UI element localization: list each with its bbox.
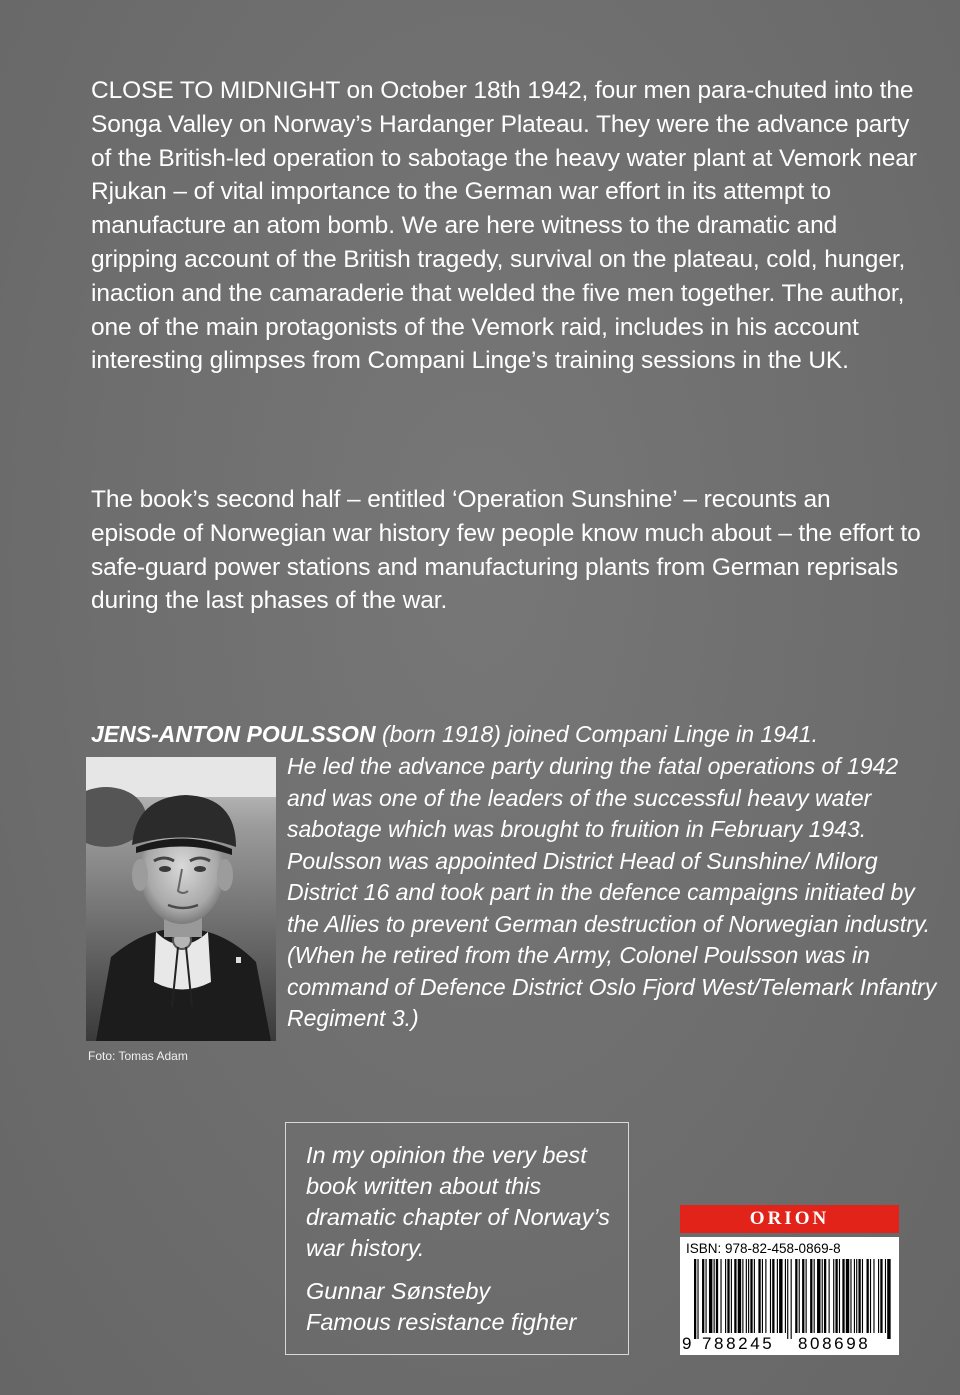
barcode-bar <box>822 1259 823 1333</box>
barcode-bar <box>779 1259 782 1333</box>
barcode-bar <box>824 1259 826 1333</box>
barcode-bar <box>770 1259 771 1333</box>
barcode-bar <box>772 1259 774 1333</box>
isbn-barcode <box>680 1237 899 1355</box>
quote-text: In my opinion the very best book written about this dramatic chapter of Norway’s war history. <box>306 1142 610 1261</box>
barcode-bar <box>750 1259 752 1333</box>
barcode-bar <box>694 1259 696 1339</box>
barcode-bar <box>795 1259 797 1333</box>
quote-attribution-title: Famous resistance fighter <box>306 1309 577 1335</box>
barcode-bar <box>854 1259 855 1333</box>
barcode-bar <box>746 1259 747 1333</box>
barcode-bar <box>785 1259 786 1333</box>
barcode-bar <box>702 1259 704 1333</box>
author-intro-text: (born 1918) joined Compani Linge in 1941. <box>375 721 818 747</box>
author-portrait-image <box>86 757 276 1041</box>
barcode-bar <box>846 1259 849 1333</box>
barcode-bar <box>706 1259 707 1333</box>
barcode-bar <box>878 1259 879 1333</box>
barcode-bar <box>709 1259 712 1333</box>
barcode-bar <box>814 1259 815 1333</box>
barcode-bar <box>762 1259 763 1333</box>
barcode-bar <box>856 1259 857 1333</box>
barcode-bar <box>806 1259 807 1333</box>
barcode-bar <box>835 1259 837 1333</box>
blurb-paragraph-2: The book’s second half – entitled ‘Operation Sunshine’ – recounts an episode of Norwegian war history few people know much about – the effort to safe-guard power stations and manufacturing plants from German reprisals during the last phases of the war. <box>91 486 921 615</box>
barcode-bar <box>885 1259 886 1333</box>
blurb-paragraph-1: CLOSE TO MIDNIGHT on October 18th 1942, four men para-chuted into the Songa Valley on Norway’s Hardanger Plateau. They were the advance party of the British-led operation to sabotage the heavy water plant at Vemork near Rjukan – of vital importance to the German war effort in its attempt to manufacture an atom bomb. We are here witness to the dramatic and gripping account of the British tragedy, survival on the plateau, cold, hunger, inaction and the camaraderie that welded the five men together. The author, one of the main protagonists of the Vemork raid, includes in his account interesting glimpses from Compani Linge’s training sessions in the UK. <box>91 77 917 375</box>
barcode-bar <box>791 1259 792 1339</box>
barcode-bar <box>716 1259 718 1333</box>
author-photo <box>86 757 276 1041</box>
barcode-bar <box>870 1259 871 1333</box>
barcode-bar <box>858 1259 860 1333</box>
quote-attribution-name: Gunnar Sønsteby <box>306 1278 491 1304</box>
barcode-bar <box>817 1259 820 1333</box>
author-bio <box>287 751 937 1035</box>
barcode-bar <box>720 1259 721 1333</box>
author-bio-paragraph-1: He led the advance party during the fatal operations of 1942 and was one of the leaders of the successful heavy water sabotage which was brought to fruition in February 1943. <box>287 753 899 842</box>
barcode-bar <box>799 1259 800 1333</box>
author-intro <box>91 719 931 751</box>
author-bio-paragraph-2: Poulsson was appointed District Head of Sunshine/ Milorg District 16 and took part in the defence campaigns initiated by the Allies to prevent German destruction of Norwegian industry. (When he retired from the Army, Colonel Poulsson was in command of Defence District Oslo Fjord West/Telemark Infantry Regiment 3.) <box>287 847 937 1031</box>
barcode-bar <box>887 1259 890 1339</box>
barcode-bar <box>862 1259 863 1333</box>
barcode-bar <box>810 1259 812 1333</box>
barcode-bar <box>829 1259 830 1333</box>
barcode-bar <box>850 1259 851 1333</box>
photo-caption: Foto: Tomas Adam <box>88 1049 188 1063</box>
barcode-bar <box>873 1259 874 1333</box>
barcode-bar <box>765 1259 766 1333</box>
barcode-bar <box>738 1259 741 1333</box>
barcode-bar <box>727 1259 729 1333</box>
barcode-digit-first: 9 <box>682 1334 692 1353</box>
barcode-bar <box>880 1259 882 1333</box>
barcode-bar <box>787 1259 788 1339</box>
barcode-bar <box>754 1259 755 1333</box>
barcode-bar <box>777 1259 778 1333</box>
barcode-bar <box>802 1259 804 1333</box>
barcode-digits-right: 808698 <box>798 1334 871 1353</box>
publisher-logo: ORION <box>680 1205 899 1233</box>
author-name: JENS-ANTON POULSSON <box>91 721 376 747</box>
barcode-bar <box>748 1259 749 1333</box>
barcode-bar <box>714 1259 715 1333</box>
barcode-bar <box>839 1259 840 1333</box>
barcode-bar <box>842 1259 844 1333</box>
barcode-bar <box>734 1259 736 1333</box>
isbn-label: ISBN: 978-82-458-0869-8 <box>686 1241 841 1256</box>
barcode-digits-left: 788245 <box>702 1334 775 1353</box>
barcode-bar <box>833 1259 834 1333</box>
barcode-bar <box>731 1259 732 1333</box>
barcode-bar <box>697 1259 698 1339</box>
barcode-bar <box>758 1259 760 1333</box>
endorsement-quote <box>306 1140 626 1338</box>
barcode-bar <box>725 1259 726 1333</box>
barcode-bar <box>742 1259 743 1333</box>
barcode-bar <box>867 1259 869 1333</box>
